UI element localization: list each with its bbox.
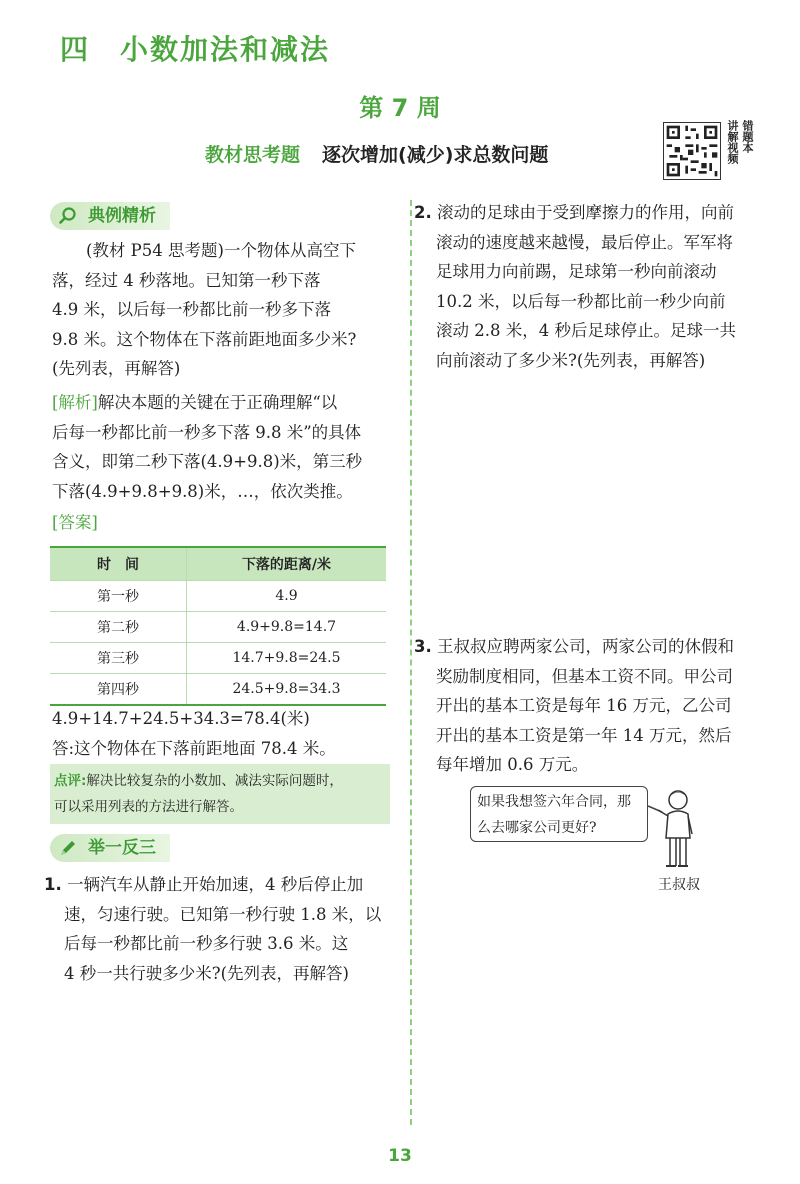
chapter-number: 四: [60, 33, 91, 66]
question-3: [414, 632, 760, 780]
qr-label-col1: 错题本: [741, 120, 754, 153]
textbook-tag: 教材思考题: [205, 144, 301, 166]
problem-line: (教材 P54 思考题)一个物体从高空下: [86, 241, 356, 260]
qr-label-col2: 讲解视频: [726, 120, 739, 164]
person-caption: 王叔叔: [658, 877, 700, 893]
table-cell: 第二秒: [50, 612, 187, 643]
question-number: 3.: [414, 637, 432, 656]
bubble-line: 如果我想签六年合同，那: [477, 794, 631, 810]
table-header: 下落的距离/米: [187, 547, 387, 581]
table-row: [50, 643, 386, 674]
example-problem: [52, 236, 392, 384]
table-cell: 第一秒: [50, 581, 187, 612]
table-cell: 4.9+9.8=14.7: [187, 612, 387, 643]
example-section-label: 典例精析: [88, 206, 156, 226]
question-line: 王叔叔应聘两家公司，两家公司的休假和: [437, 637, 734, 656]
analysis-line: 后每一秒都比前一秒多下落 9.8 米”的具体: [52, 422, 362, 442]
magnifier-icon: [58, 206, 78, 226]
practice-section-label: 举一反三: [88, 838, 156, 858]
calc-line: 4.9+14.7+24.5+34.3=78.4(米): [52, 709, 310, 728]
question-line: 滚动 2.8 米，4 秒后足球停止。足球一共: [436, 321, 736, 340]
question-line: 奖励制度相同，但基本工资不同。甲公司: [436, 666, 733, 686]
question-line: 一辆汽车从静止开始加速，4 秒后停止加: [67, 875, 364, 894]
chapter-name: 小数加法和减法: [120, 33, 331, 66]
chapter-title: [60, 28, 330, 68]
comment-box: [50, 764, 390, 824]
example-section-tag: [50, 202, 170, 230]
table-row: [50, 612, 386, 643]
answer-line: 答:这个物体在下落前距地面 78.4 米。: [52, 738, 336, 758]
answer-label: [52, 508, 98, 538]
question-line: 10.2 米，以后每一秒都比前一秒少向前: [436, 291, 726, 311]
problem-line: (先列表，再解答): [52, 359, 181, 378]
question-line: 速，匀速行驶。已知第一秒行驶 1.8 米，以: [64, 904, 382, 924]
question-line: 滚动的速度越来越慢，最后停止。军军将: [436, 232, 733, 252]
question-1: [44, 870, 384, 988]
week-title: 第 7 周: [359, 94, 441, 122]
table-header: 时 间: [50, 547, 187, 581]
answer-label-text: [答案]: [52, 513, 98, 532]
question-line: 向前滚动了多少米?(先列表，再解答): [436, 350, 706, 370]
page-number: 13: [388, 1146, 412, 1166]
comment-line: 可以采用列表的方法进行解答。: [54, 799, 243, 815]
analysis-label: [解析]: [52, 393, 98, 412]
sub-header: [205, 140, 548, 167]
analysis: [52, 388, 392, 506]
question-number: 1.: [44, 875, 62, 894]
question-number: 2.: [414, 203, 432, 222]
practice-section-tag: [50, 834, 170, 862]
table-cell: 第四秒: [50, 674, 187, 706]
comment-label: 点评:: [54, 773, 87, 789]
answer-table: [50, 546, 386, 706]
question-line: 4 秒一共行驶多少米?(先列表，再解答): [64, 963, 349, 983]
calculation: [52, 704, 392, 763]
qr-label: [724, 120, 754, 164]
comment-line: 解决比较复杂的小数加、减法实际问题时，: [86, 773, 343, 789]
analysis-line: 解决本题的关键在于正确理解“以: [97, 393, 338, 412]
qr-code-icon[interactable]: [663, 122, 721, 180]
question-line: 开出的基本工资是每年 16 万元，乙公司: [436, 696, 732, 715]
table-cell: 第三秒: [50, 643, 187, 674]
column-divider: [410, 200, 412, 1125]
question-line: 开出的基本工资是第一年 14 万元，然后: [436, 725, 732, 745]
table-cell: 4.9: [187, 581, 387, 612]
man-illustration-icon: [644, 786, 700, 872]
question-line: 足球用力向前踢，足球第一秒向前滚动: [436, 262, 717, 281]
question-2: [414, 198, 760, 375]
topic-title: 逐次增加(减少)求总数问题: [322, 144, 549, 166]
speech-bubble: [470, 786, 648, 842]
table-cell: 14.7+9.8=24.5: [187, 643, 387, 674]
table-cell: 24.5+9.8=34.3: [187, 674, 387, 706]
table-row: [50, 581, 386, 612]
analysis-line: 含义，即第二秒下落(4.9+9.8)米，第三秒: [52, 452, 363, 471]
problem-line: 4.9 米，以后每一秒都比前一秒多下落: [52, 300, 331, 319]
question-line: 滚动的足球由于受到摩擦力的作用，向前: [437, 203, 734, 222]
problem-line: 落，经过 4 秒落地。已知第一秒下落: [52, 270, 321, 290]
problem-line: 9.8 米。这个物体在下落前距地面多少米?: [52, 329, 357, 349]
pencil-icon: [58, 838, 78, 858]
question-line: 后每一秒都比前一秒多行驶 3.6 米。这: [64, 934, 349, 953]
bubble-line: 么去哪家公司更好?: [477, 820, 597, 836]
table-header-row: [50, 547, 386, 581]
analysis-line: 下落(4.9+9.8+9.8)米，…，依次类推。: [52, 481, 353, 501]
table-row: [50, 674, 386, 706]
question-line: 每年增加 0.6 万元。: [436, 755, 589, 774]
